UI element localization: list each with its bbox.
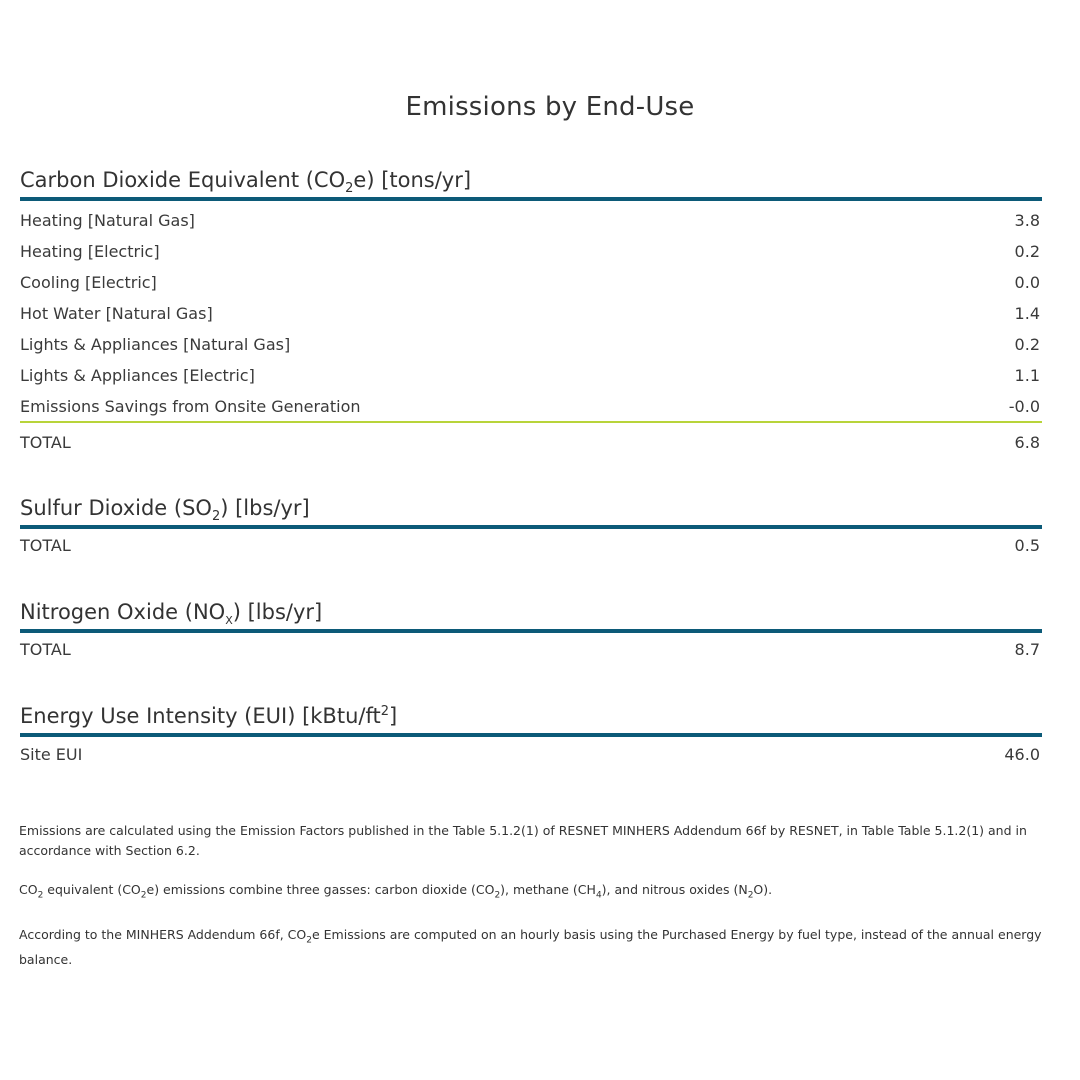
co2e-section	[20, 165, 1042, 459]
so2-total-row	[20, 529, 1042, 563]
co2e-row-value: -0.0	[1008, 397, 1040, 416]
co2e-row	[20, 236, 1042, 267]
eui-site-value: 46.0	[1004, 745, 1040, 764]
co2e-row	[20, 391, 1042, 422]
co2e-row-label: Lights & Appliances [Electric]	[20, 366, 255, 385]
note-calculation-method: Emissions are calculated using the Emission Factors published in the Table 5.1.2(1) of RESNET MINHERS Addendum 66f by RESNET, in Table Table 5.1.2(1) and in accordance with Section 6.2.	[19, 823, 1027, 858]
so2-total-label: TOTAL	[20, 536, 71, 555]
eui-heading: Energy Use Intensity (EUI) $[kBtu/ft^2]$	[20, 701, 1042, 737]
so2-section	[20, 493, 1042, 563]
co2e-row-value: 0.2	[1014, 335, 1040, 354]
eui-site-row	[20, 737, 1042, 771]
nox-heading: Nitrogen Oxide $(NO_X)$ [lbs/yr]	[20, 597, 1042, 633]
eui-site-label: Site EUI	[20, 745, 83, 764]
co2e-row-value: 3.8	[1014, 211, 1040, 230]
nox-total-value: 8.7	[1014, 640, 1040, 659]
nox-total-label: TOTAL	[20, 640, 71, 659]
co2e-row-value: 0.0	[1014, 273, 1040, 292]
co2e-row-label: Heating [Electric]	[20, 242, 160, 261]
co2e-row	[20, 298, 1042, 329]
co2e-row-value: 0.2	[1014, 242, 1040, 261]
note-co2e-definition: $CO_2$ equivalent $(CO_2e)$ emissions combine three gasses: carbon dioxide $(CO_2)$, methane $(CH_4)$, and nitrous oxides $(N_2O)$.	[19, 882, 773, 901]
co2e-row	[20, 360, 1042, 391]
co2e-row	[20, 329, 1042, 360]
page-title: Emissions by End-Use	[405, 92, 695, 122]
co2e-row	[20, 205, 1042, 236]
nox-section	[20, 597, 1042, 667]
co2e-row-label: Hot Water [Natural Gas]	[20, 304, 213, 323]
co2e-rows	[20, 205, 1042, 422]
so2-total-value: 0.5	[1014, 536, 1040, 555]
eui-section	[20, 701, 1042, 771]
co2e-row-value: 1.1	[1014, 366, 1040, 385]
footnotes	[19, 821, 1064, 989]
note-hourly-basis: According to the MINHERS Addendum 66f, $CO_2e$ Emissions are computed on an hourly basis using the Purchased Energy by fuel type, instead of the annual energy balance.	[19, 926, 1042, 967]
co2e-row	[20, 267, 1042, 298]
co2e-row-value: 1.4	[1014, 304, 1040, 323]
co2e-row-label: Cooling [Electric]	[20, 273, 157, 292]
co2e-row-label: Emissions Savings from Onsite Generation	[20, 397, 361, 416]
co2e-row-label: Lights & Appliances [Natural Gas]	[20, 335, 291, 354]
co2e-total-value: 6.8	[1014, 433, 1040, 452]
co2e-total-row	[20, 423, 1042, 459]
nox-total-row	[20, 633, 1042, 667]
co2e-heading: Carbon Dioxide Equivalent $(CO_2e)$ [tons/yr]	[20, 165, 1042, 201]
so2-heading: Sulfur Dioxide $(SO_2)$ [lbs/yr]	[20, 493, 1042, 529]
co2e-row-label: Heating [Natural Gas]	[20, 211, 195, 230]
co2e-total-label: TOTAL	[20, 433, 71, 452]
